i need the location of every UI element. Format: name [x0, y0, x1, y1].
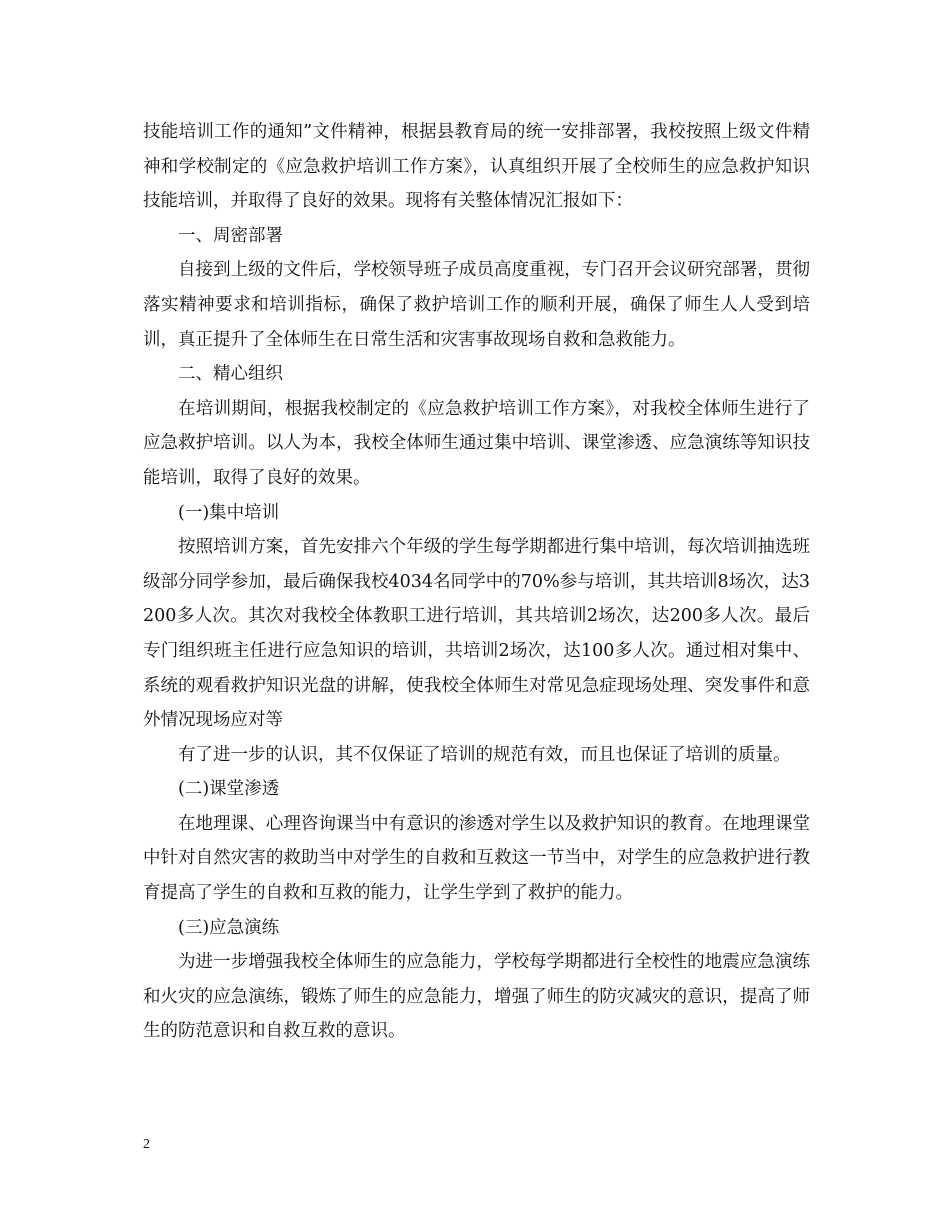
- subsection-heading-drills: (三)应急演练: [178, 917, 280, 938]
- page-number: 2: [143, 1137, 150, 1152]
- subsection-heading-centralized-training: (一)集中培训: [178, 502, 280, 523]
- subsection-heading-classroom: (二)课堂渗透: [178, 779, 280, 800]
- document-body: [143, 115, 810, 1049]
- intro-paragraph: 技能培训工作的通知”文件精神，根据县教育局的统一安排部署，我校按照上级文件精神和学校制定的《应急救护培训工作方案》，认真组织开展了全校师生的应急救护知识技能培训，并取得了良好的效果。现将有关整体情况汇报如下：: [143, 122, 810, 212]
- paragraph-deployment: 自接到上级的文件后，学校领导班子成员高度重视，专门召开会议研究部署，贯彻落实精神要求和培训指标，确保了救护培训工作的顺利开展，确保了师生人人受到培训，真正提升了全体师生在日常生活和灾害事故现场自救和急救能力。: [143, 260, 810, 350]
- paragraph-classroom: 在地理课、心理咨询课当中有意识的渗透对学生以及救护知识的教育。在地理课堂中针对自然灾害的救助当中对学生的自救和互救这一节当中，对学生的应急救护进行教育提高了学生的自救和互救的能力，让学生学到了救护的能力。: [143, 813, 810, 904]
- paragraph-centralized-training: 按照培训方案，首先安排六个年级的学生每学期都进行集中培训，每次培训抽选班级部分同学参加，最后确保我校4034名同学中的70%参与培训，其共培训8场次，达3200多人次。其次对我校全体教职工进行培训，其共培训2场次，达200多人次。最后专门组织班主任进行应急知识的培训，共培训2场次，达100多人次。通过相对集中、系统的观看救护知识光盘的讲解，使我校全体师生对常见急症现场处理、突发事件和意外情况现场应对等: [143, 537, 810, 731]
- paragraph-drills: 为进一步增强我校全体师生的应急能力，学校每学期都进行全校性的地震应急演练和火灾的应急演练，锻炼了师生的应急能力，增强了师生的防灾减灾的意识，提高了师生的防范意识和自救互救的意识。: [143, 952, 810, 1042]
- section-heading-organization: 二、精心组织: [178, 364, 283, 385]
- section-heading-deployment: 一、周密部署: [178, 225, 283, 246]
- paragraph-organization: 在培训期间，根据我校制定的《应急救护培训工作方案》，对我校全体师生进行了应急救护培训。以人为本，我校全体师生通过集中培训、课堂渗透、应急演练等知识技能培训，取得了良好的效果。: [143, 398, 810, 488]
- paragraph-training-result: 有了进一步的认识，其不仅保证了培训的规范有效，而且也保证了培训的质量。: [178, 744, 791, 765]
